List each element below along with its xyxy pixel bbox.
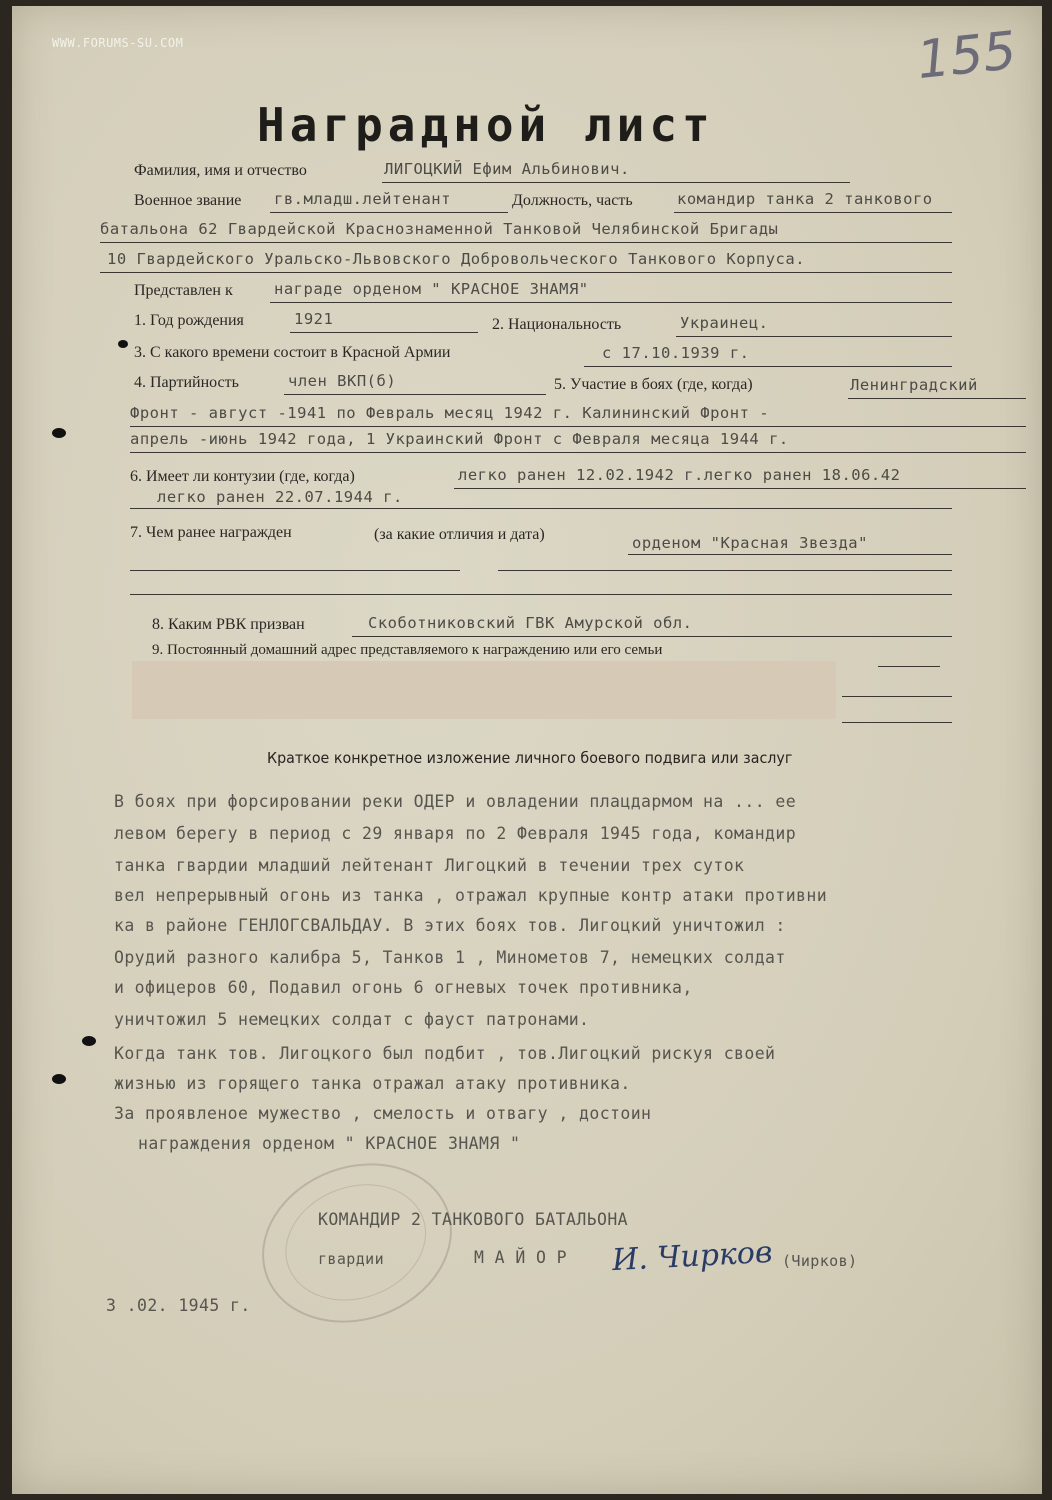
summary-line: Когда танк тов. Лигоцкого был подбит , тов.Лигоцкий рискуя своей xyxy=(114,1044,776,1063)
army-value: с 17.10.1939 г. xyxy=(602,344,750,362)
summary-line: За проявленое мужество , смелость и отвагу , достоин xyxy=(114,1104,652,1123)
rank-label: Военное звание xyxy=(134,192,242,209)
battles-value-3: апрель -июнь 1942 года, 1 Украинский Фронт с Февраля месяца 1944 г. xyxy=(130,430,789,448)
award-label: Представлен к xyxy=(134,282,233,299)
summary-line: вел непрерывный огонь из танка , отражал крупные контр атаки противни xyxy=(114,886,828,905)
prev-awards-label: 7. Чем ранее награжден xyxy=(130,524,292,541)
address-label: 9. Постоянный домашний адрес представляемого к награждению или его семьи xyxy=(152,642,663,658)
position-value-1: командир танка 2 танкового xyxy=(677,190,933,208)
watermark-text: WWW.FORUMS-SU.COM xyxy=(52,36,184,50)
summary-line: и офицеров 60, Подавил огонь 6 огневых точек противника, xyxy=(114,978,693,997)
birth-label: 1. Год рождения xyxy=(134,312,244,329)
nation-value: Украинец. xyxy=(680,314,769,332)
official-stamp xyxy=(240,1137,475,1348)
redacted-address-block xyxy=(132,661,836,719)
rank-value: гв.младш.лейтенант xyxy=(274,190,451,208)
signer-rank-word: М А Й О Р xyxy=(474,1248,568,1267)
handwritten-signature: И. Чирков xyxy=(611,1234,774,1279)
summary-heading: Краткое конкретное изложение личного боевого подвига или заслуг xyxy=(267,749,793,767)
summary-line: танка гвардии младший лейтенант Лигоцкий в течении трех суток xyxy=(114,856,745,875)
award-sheet-page xyxy=(12,6,1042,1494)
position-value-2: батальона 62 Гвардейской Краснознаменной Танковой Челябинской Бригады xyxy=(100,220,779,238)
rvk-value: Скоботниковский ГВК Амурской обл. xyxy=(368,614,693,632)
battles-value-1: Ленинградский xyxy=(850,376,978,394)
summary-line: жизнью из горящего танка отражал атаку противника. xyxy=(114,1074,631,1093)
party-value: член ВКП(б) xyxy=(288,372,397,390)
summary-line: уничтожил 5 немецких солдат с фауст патронами. xyxy=(114,1010,590,1029)
commander-line: КОМАНДИР 2 ТАНКОВОГО БАТАЛЬОНА xyxy=(318,1210,629,1229)
fio-label: Фамилия, имя и отчество xyxy=(134,162,307,179)
signer-rank-line: гвардии xyxy=(318,1250,385,1268)
fio-value: ЛИГОЦКИЙ Ефим Альбинович. xyxy=(384,160,630,178)
binding-hole xyxy=(82,1036,96,1046)
summary-line: ка в районе ГЕНЛОГСВАЛЬДАУ. В этих боях тов. Лигоцкий уничтожил : xyxy=(114,916,786,935)
document-title: Наградной лист xyxy=(257,98,715,152)
wounds-value-2: легко ранен 22.07.1944 г. xyxy=(157,488,403,506)
wounds-value-1: легко ранен 12.02.1942 г.легко ранен 18.06.42 xyxy=(458,466,901,484)
page-number: 155 xyxy=(914,20,1020,92)
document-date: 3 .02. 1945 г. xyxy=(106,1296,251,1315)
rvk-label: 8. Каким РВК призван xyxy=(152,616,305,633)
wounds-label: 6. Имеет ли контузии (где, когда) xyxy=(130,468,355,485)
party-label: 4. Партийность xyxy=(134,374,239,391)
position-label: Должность, часть xyxy=(512,192,633,209)
summary-line: награждения орденом " КРАСНОЕ ЗНАМЯ " xyxy=(138,1134,521,1153)
nation-label: 2. Национальность xyxy=(492,316,622,333)
summary-line: В боях при форсировании реки ОДЕР и овладении плацдармом на ... ее xyxy=(114,792,797,811)
battles-label: 5. Участие в боях (где, когда) xyxy=(554,376,753,393)
prev-awards-hint: (за какие отличия и дата) xyxy=(374,526,545,543)
binding-hole xyxy=(118,340,128,348)
prev-awards-value: орденом "Красная Звезда" xyxy=(632,534,868,552)
binding-hole xyxy=(52,428,66,438)
army-label: 3. С какого времени состоит в Красной Армии xyxy=(134,344,451,361)
summary-line: левом берегу в период с 29 января по 2 Февраля 1945 года, командир xyxy=(114,824,797,843)
battles-value-2: Фронт - август -1941 по Февраль месяц 1942 г. Калининский Фронт - xyxy=(130,404,770,422)
position-value-3: 10 Гвардейского Уральско-Львовского Добровольческого Танкового Корпуса. xyxy=(107,250,806,268)
binding-hole xyxy=(52,1074,66,1084)
signer-name: (Чирков) xyxy=(782,1252,858,1270)
award-value: награде орденом " КРАСНОЕ ЗНАМЯ" xyxy=(274,280,589,298)
birth-value: 1921 xyxy=(294,310,334,328)
summary-line: Орудий разного калибра 5, Танков 1 , Минометов 7, немецких солдат xyxy=(114,948,786,967)
